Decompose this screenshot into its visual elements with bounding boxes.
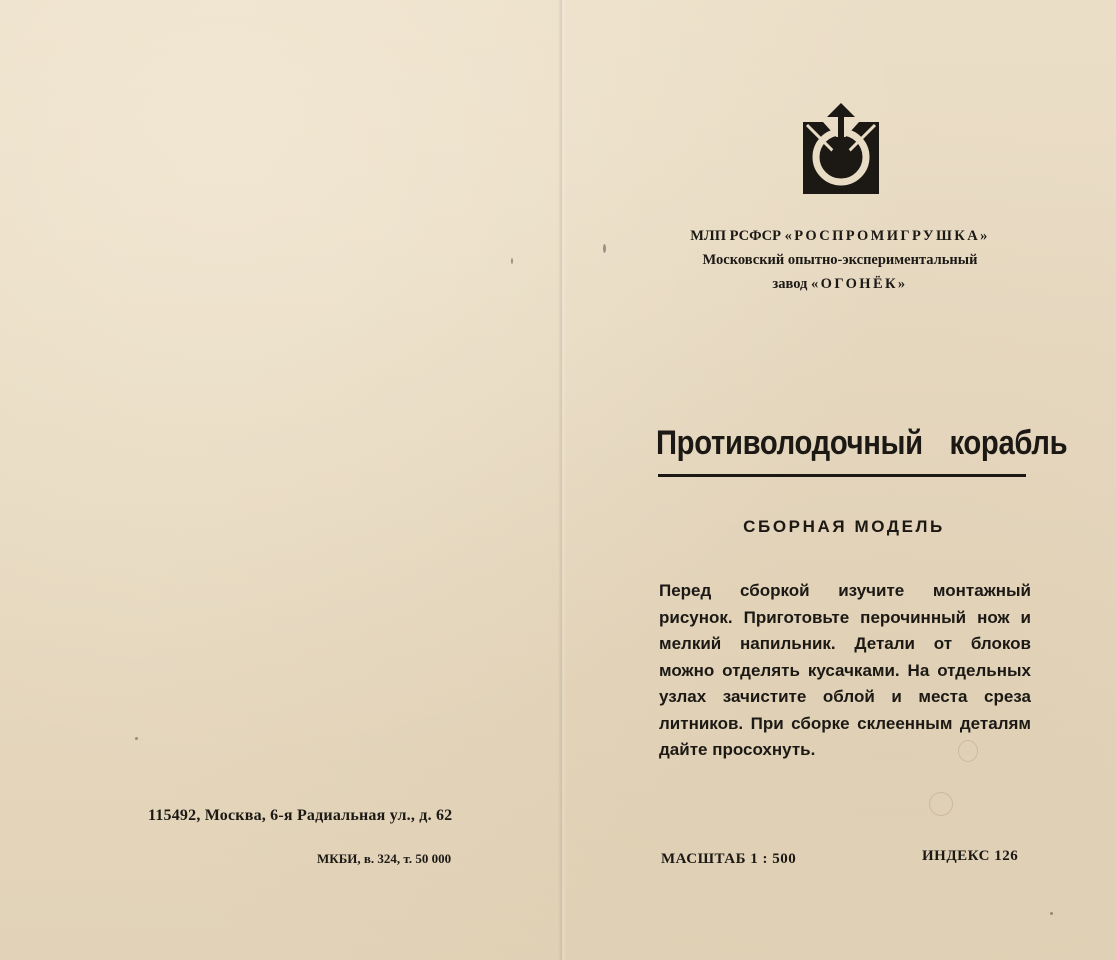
model-subtitle: СБОРНАЯ МОДЕЛЬ	[743, 517, 945, 536]
publisher-line-2: Московский опытно-экспериментальный	[702, 252, 978, 268]
factory-label: завод	[772, 276, 811, 292]
factory-name: «ОГОНЁК»	[811, 276, 908, 292]
title-underline	[658, 474, 1026, 477]
center-fold	[558, 0, 566, 960]
model-index: ИНДЕКС 126	[922, 848, 1019, 864]
paper-speck	[135, 737, 138, 740]
paper-stain	[929, 792, 953, 816]
model-title: Противолодочный корабль	[656, 424, 1068, 462]
publisher-line-1	[650, 224, 1030, 248]
paper-speck	[1050, 912, 1053, 915]
factory-address: 115492, Москва, 6-я Радиальная ул., д. 62	[148, 807, 453, 824]
paper-speck	[603, 244, 606, 253]
organization-name: «РОСПРОМИГРУШКА»	[784, 228, 990, 244]
factory-emblem-icon	[801, 101, 881, 196]
assembly-instructions: Перед сборкой изучите монтажный рисунок. Приготовьте перочинный нож и мелкий напильник. Детали от блоков можно отделять кусачками. На отдельных узлах зачистите облой и места среза литников. При сборке склеенным деталям дайте просохнуть.	[659, 581, 1031, 759]
paper-speck	[511, 258, 513, 264]
model-scale: МАСШТАБ 1 : 500	[661, 851, 797, 867]
publisher-block	[650, 224, 1030, 296]
publisher-line-3	[650, 272, 1030, 296]
print-imprint: МКБИ, в. 324, т. 50 000	[317, 851, 452, 866]
ministry-label: МЛП РСФСР	[690, 228, 785, 244]
